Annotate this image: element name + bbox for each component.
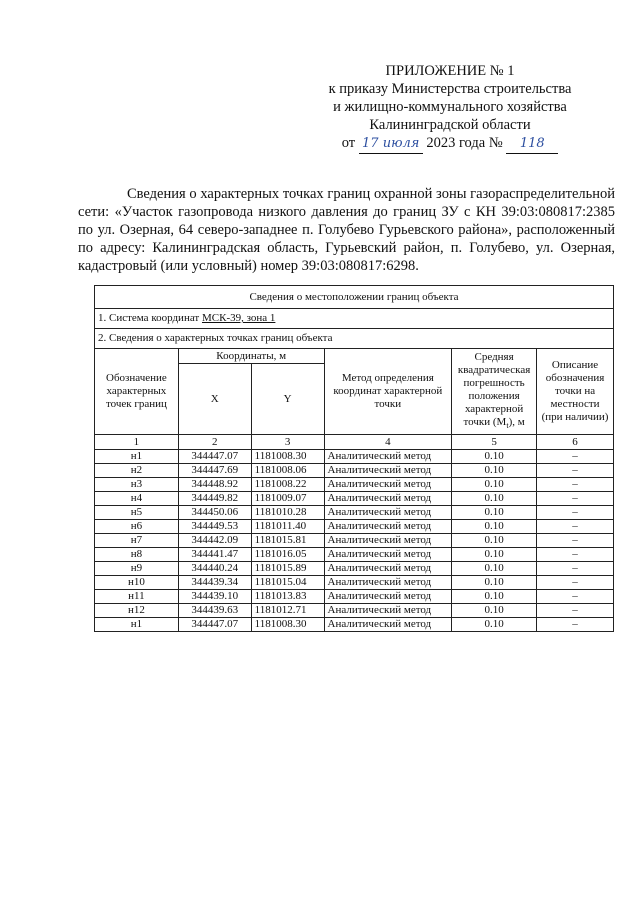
table-caption: Сведения о местоположении границ объекта [95, 286, 614, 309]
error-cell: 0.10 [452, 478, 537, 492]
method-cell: Аналитический метод [324, 520, 452, 534]
column-number: 2 [178, 435, 251, 450]
x-cell: 344442.09 [178, 534, 251, 548]
description-cell: – [537, 618, 614, 632]
y-cell: 1181008.30 [251, 618, 324, 632]
header-error [452, 349, 537, 435]
x-cell: 344447.07 [178, 450, 251, 464]
column-number: 3 [251, 435, 324, 450]
x-cell: 344439.10 [178, 590, 251, 604]
description-cell: – [537, 562, 614, 576]
table-row [95, 520, 614, 534]
error-cell: 0.10 [452, 576, 537, 590]
description-cell: – [537, 604, 614, 618]
header-description: Описание обозначения точки на местности (при наличии) [537, 349, 614, 435]
appendix-line-3: Калининградской области [369, 117, 531, 133]
point-cell: н1 [95, 450, 179, 464]
y-cell: 1181015.04 [251, 576, 324, 590]
x-cell: 344441.47 [178, 548, 251, 562]
point-cell: н10 [95, 576, 179, 590]
order-date-line [300, 134, 600, 154]
method-cell: Аналитический метод [324, 506, 452, 520]
y-cell: 1181012.71 [251, 604, 324, 618]
header-row-1 [95, 349, 614, 364]
boundary-points-table [94, 285, 614, 632]
order-prefix: от [341, 135, 356, 151]
point-cell: н5 [95, 506, 179, 520]
description-cell: – [537, 478, 614, 492]
point-cell: н8 [95, 548, 179, 562]
error-cell: 0.10 [452, 562, 537, 576]
y-cell: 1181008.22 [251, 478, 324, 492]
method-cell: Аналитический метод [324, 604, 452, 618]
table-row [95, 562, 614, 576]
header-error-subscript: t [506, 421, 509, 431]
y-cell: 1181011.40 [251, 520, 324, 534]
method-cell: Аналитический метод [324, 534, 452, 548]
method-cell: Аналитический метод [324, 618, 452, 632]
method-cell: Аналитический метод [324, 576, 452, 590]
method-cell: Аналитический метод [324, 492, 452, 506]
table-row [95, 478, 614, 492]
y-cell: 1181016.05 [251, 548, 324, 562]
table-row [95, 604, 614, 618]
appendix-title: ПРИЛОЖЕНИЕ № 1 [385, 63, 515, 79]
header-method: Метод определения координат характерной точки [324, 349, 452, 435]
method-cell: Аналитический метод [324, 450, 452, 464]
appendix-header [300, 62, 600, 154]
coordinate-system-prefix: 1. Система координат [98, 312, 202, 324]
y-cell: 1181009.07 [251, 492, 324, 506]
table-row [95, 464, 614, 478]
description-cell: – [537, 464, 614, 478]
table-row [95, 590, 614, 604]
y-cell: 1181008.30 [251, 450, 324, 464]
description-cell: – [537, 520, 614, 534]
point-cell: н7 [95, 534, 179, 548]
y-cell: 1181010.28 [251, 506, 324, 520]
x-cell: 344439.63 [178, 604, 251, 618]
coordinate-system-value: МСК-39, зона 1 [201, 312, 276, 324]
x-cell: 344439.34 [178, 576, 251, 590]
appendix-line-1: к приказу Министерства строительства [328, 81, 572, 97]
y-cell: 1181008.06 [251, 464, 324, 478]
x-cell: 344450.06 [178, 506, 251, 520]
y-cell: 1181013.83 [251, 590, 324, 604]
y-cell: 1181015.81 [251, 534, 324, 548]
table-row [95, 450, 614, 464]
point-cell: н1 [95, 618, 179, 632]
appendix-line-2: и жилищно-коммунального хозяйства [333, 99, 567, 115]
table-row [95, 576, 614, 590]
column-numbers-row [95, 435, 614, 450]
description-cell: – [537, 576, 614, 590]
table-row [95, 506, 614, 520]
header-error-unit: ), м [508, 415, 525, 428]
method-cell: Аналитический метод [324, 478, 452, 492]
header-x: X [178, 364, 251, 435]
description-cell: – [537, 548, 614, 562]
handwritten-order-number: 118 [506, 135, 558, 154]
point-cell: н3 [95, 478, 179, 492]
description-cell: – [537, 506, 614, 520]
method-cell: Аналитический метод [324, 590, 452, 604]
description-cell: – [537, 590, 614, 604]
point-cell: н11 [95, 590, 179, 604]
order-year: 2023 года № [426, 135, 503, 151]
method-cell: Аналитический метод [324, 562, 452, 576]
coordinate-system [95, 309, 614, 329]
x-cell: 344448.92 [178, 478, 251, 492]
point-cell: н2 [95, 464, 179, 478]
error-cell: 0.10 [452, 520, 537, 534]
header-coordinates: Координаты, м [178, 349, 324, 364]
section-2-row [95, 329, 614, 349]
header-y: Y [251, 364, 324, 435]
column-number: 6 [537, 435, 614, 450]
error-cell: 0.10 [452, 618, 537, 632]
error-cell: 0.10 [452, 506, 537, 520]
table-row [95, 534, 614, 548]
description-cell: – [537, 534, 614, 548]
error-cell: 0.10 [452, 604, 537, 618]
method-cell: Аналитический метод [324, 464, 452, 478]
description-cell: – [537, 492, 614, 506]
point-cell: н9 [95, 562, 179, 576]
header-error-text: Средняя квадратическая погрешность положения характерной точки (M [457, 350, 531, 428]
x-cell: 344449.53 [178, 520, 251, 534]
section-1-row [95, 309, 614, 329]
table-row [95, 618, 614, 632]
table-caption-row [95, 286, 614, 309]
x-cell: 344449.82 [178, 492, 251, 506]
error-cell: 0.10 [452, 548, 537, 562]
column-number: 4 [324, 435, 452, 450]
handwritten-order-day: 17 июля [359, 135, 423, 154]
table-row [95, 492, 614, 506]
section-2-title: 2. Сведения о характерных точках границ объекта [95, 329, 614, 349]
header-point: Обозначение характерных точек границ [95, 349, 179, 435]
description-cell: – [537, 450, 614, 464]
error-cell: 0.10 [452, 492, 537, 506]
point-cell: н6 [95, 520, 179, 534]
x-cell: 344447.69 [178, 464, 251, 478]
error-cell: 0.10 [452, 450, 537, 464]
column-number: 1 [95, 435, 179, 450]
point-cell: н4 [95, 492, 179, 506]
description-paragraph: Сведения о характерных точках границ охранной зоны газораспределительной сети: «Участок газопровода низкого давления до границ ЗУ с КН 39:03:080817:2385 по ул. Озерная, 64 северо-западнее п. Голубево Гурьевского района», расположенный по адресу: Калининградская область, Гурьевский район, п. Голубево, ул. Озерная, кадастровый (или условный) номер 39:03:080817:6298. [78, 185, 615, 274]
column-number: 5 [452, 435, 537, 450]
y-cell: 1181015.89 [251, 562, 324, 576]
x-cell: 344447.07 [178, 618, 251, 632]
error-cell: 0.10 [452, 464, 537, 478]
method-cell: Аналитический метод [324, 548, 452, 562]
point-cell: н12 [95, 604, 179, 618]
error-cell: 0.10 [452, 534, 537, 548]
error-cell: 0.10 [452, 590, 537, 604]
x-cell: 344440.24 [178, 562, 251, 576]
table-row [95, 548, 614, 562]
